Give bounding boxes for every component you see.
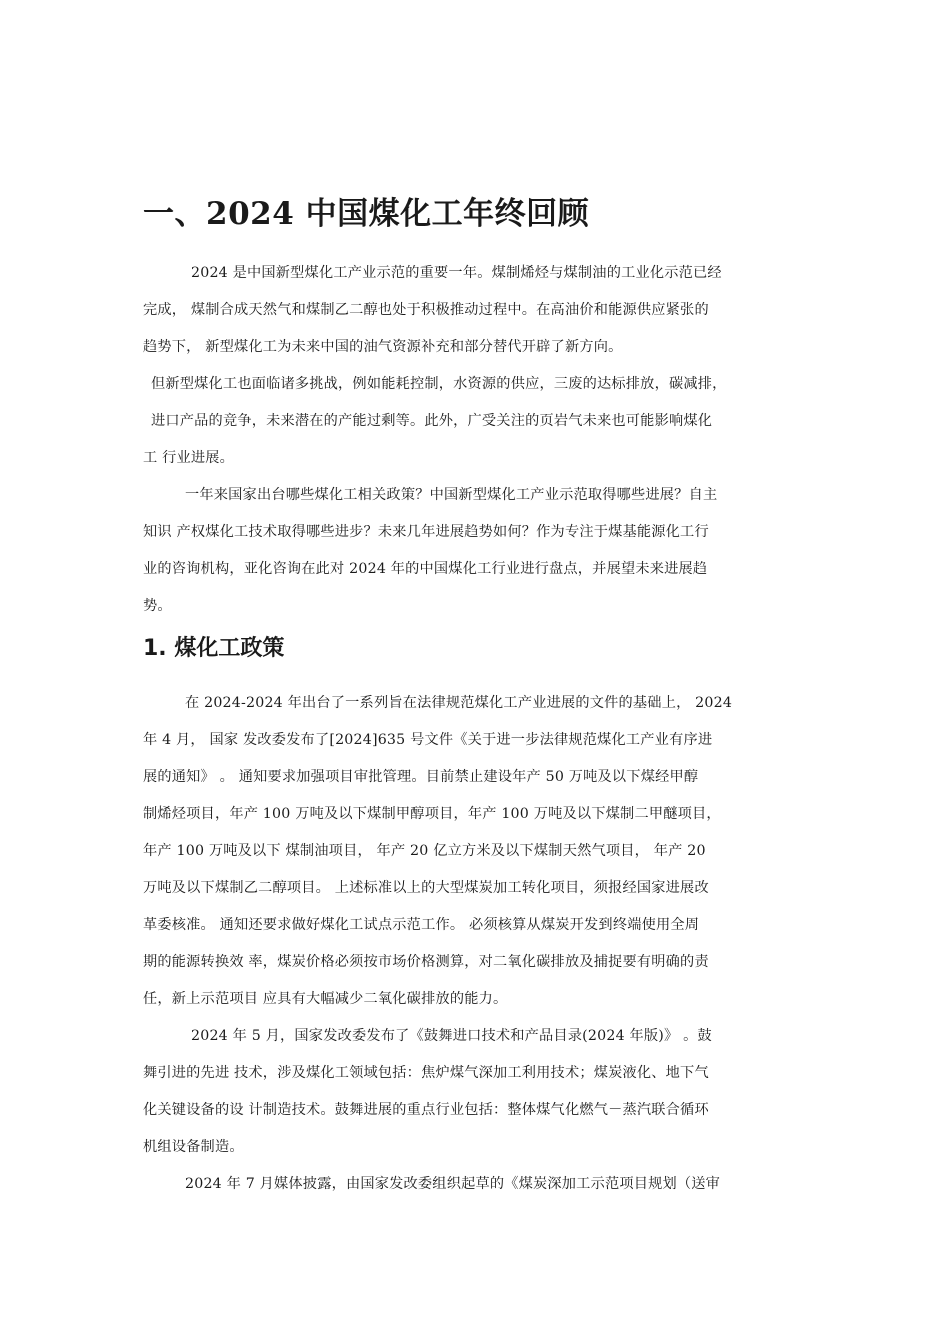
paragraph-line: 但新型煤化工也面临诸多挑战，例如能耗控制，水资源的供应，三废的达标排放，碳减排， [151, 376, 727, 392]
paragraph-line: 机组设备制造。 [143, 1139, 244, 1155]
paragraph-line: 业的咨询机构，亚化咨询在此对 2024 年的中国煤化工行业进行盘点，并展望未来进展趋 [143, 561, 708, 577]
paragraph-line: 知识 产权煤化工技术取得哪些进步？未来几年进展趋势如何？作为专注于煤基能源化工行 [143, 524, 709, 540]
paragraph-line: 制烯烃项目，年产 100 万吨及以下煤制甲醇项目，年产 100 万吨及以下煤制二甲醚项目， [143, 806, 721, 822]
paragraph-line: 完成， 煤制合成天然气和煤制乙二醇也处于积极推动过程中。在高油价和能源供应紧张的 [143, 302, 709, 318]
paragraph-line: 展的通知》 。 通知要求加强项目审批管理。目前禁止建设年产 50 万吨及以下煤经甲醇 [143, 769, 699, 785]
paragraph-line: 工 行业进展。 [143, 450, 235, 466]
paragraph-line: 一年来国家出台哪些煤化工相关政策？中国新型煤化工产业示范取得哪些进展？自主 [185, 487, 718, 503]
paragraph-line: 革委核准。 通知还要求做好煤化工试点示范工作。 必须核算从煤炭开发到终端使用全周 [143, 917, 700, 933]
paragraph-line: 任，新上示范项目 应具有大幅减少二氧化碳排放的能力。 [143, 991, 508, 1007]
section-heading: 1. 煤化工政策 [143, 636, 285, 661]
paragraph-line: 万吨及以下煤制乙二醇项目。 上述标准以上的大型煤炭加工转化项目，须报经国家进展改 [143, 880, 709, 896]
paragraph-line: 2024 是中国新型煤化工产业示范的重要一年。煤制烯烃与煤制油的工业化示范已经 [191, 265, 722, 281]
document-title: 一、2024 中国煤化工年终回顾 [143, 196, 590, 232]
paragraph-line: 期的能源转换效 率，煤炭价格必须按市场价格测算，对二氧化碳排放及捕捉要有明确的责 [143, 954, 709, 970]
paragraph-line: 舞引进的先进 技术，涉及煤化工领域包括：焦炉煤气深加工利用技术；煤炭液化、地下气 [143, 1065, 709, 1081]
paragraph-line: 进口产品的竞争，未来潜在的产能过剩等。此外，广受关注的页岩气未来也可能影响煤化 [151, 413, 713, 429]
paragraph-line: 在 2024-2024 年出台了一系列旨在法律规范煤化工产业进展的文件的基础上， 2024 [185, 695, 733, 711]
paragraph-line: 趋势下， 新型煤化工为未来中国的油气资源补充和部分替代开辟了新方向。 [143, 339, 623, 355]
paragraph-line: 势。 [143, 598, 172, 614]
paragraph-line: 年 4 月， 国家 发改委发布了[2024]635 号文件《关于进一步法律规范煤化工产业有序进 [143, 732, 713, 748]
paragraph-line: 化关键设备的设 计制造技术。鼓舞进展的重点行业包括：整体煤气化燃气－蒸汽联合循环 [143, 1102, 709, 1118]
paragraph-line: 2024 年 5 月，国家发改委发布了《鼓舞进口技术和产品目录(2024 年版)》 。鼓 [191, 1028, 712, 1044]
paragraph-line: 2024 年 7 月媒体披露，由国家发改委组织起草的《煤炭深加工示范项目规划（送审 [185, 1176, 721, 1192]
paragraph-line: 年产 100 万吨及以下 煤制油项目， 年产 20 亿立方米及以下煤制天然气项目， 年产 20 [143, 843, 706, 859]
